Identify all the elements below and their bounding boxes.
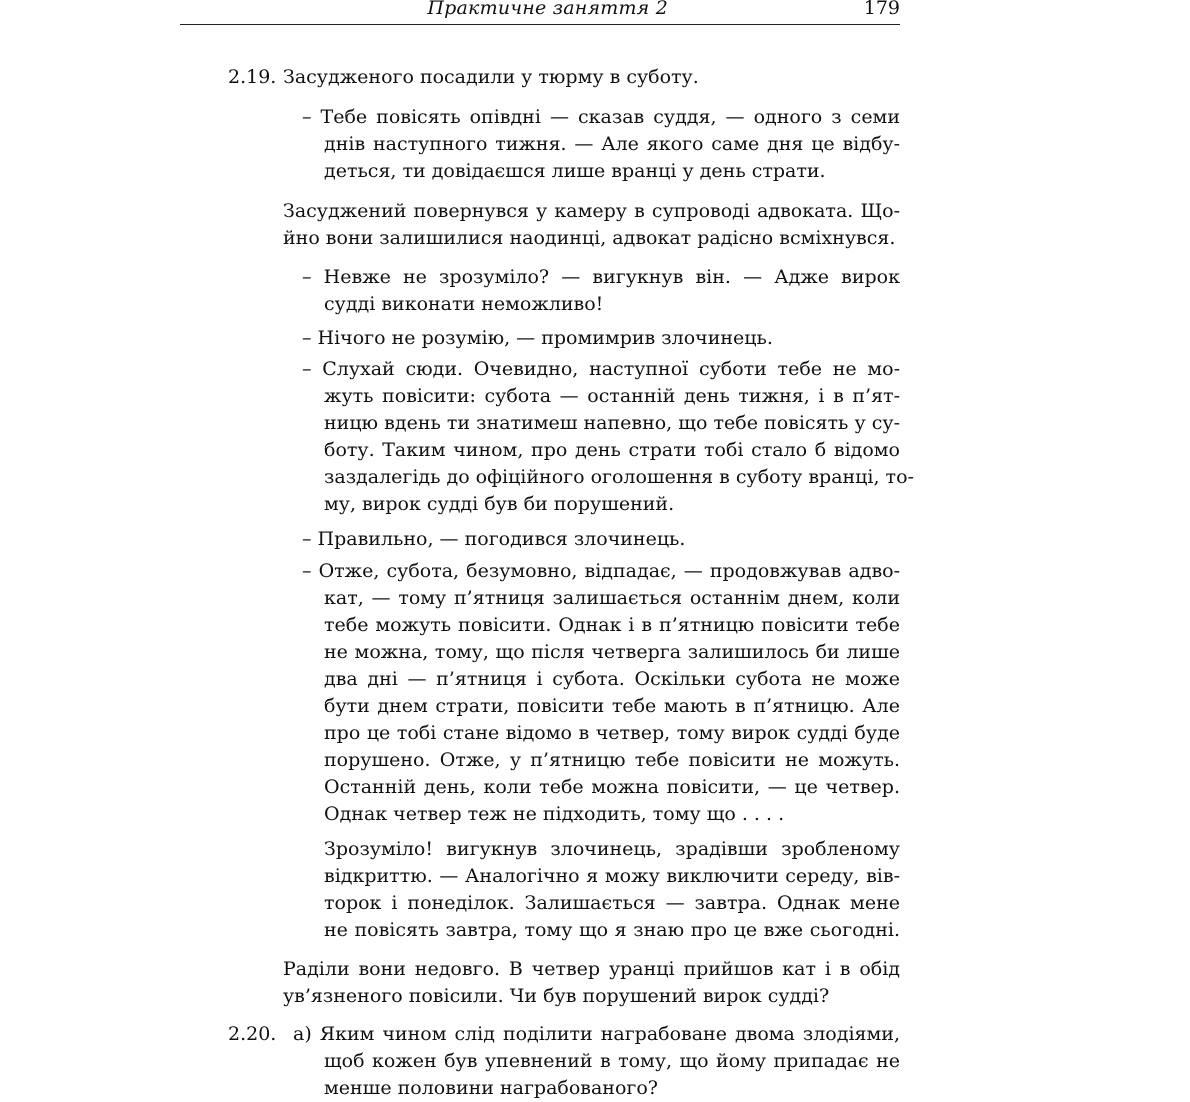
header-title: Практичне заняття 2 — [427, 0, 668, 19]
text-line: ницю вдень ти знатимеш напевно, що тебе повісять у су- — [324, 412, 900, 434]
text-line: жуть повісити: субота — останній день тижня, і в п’ят- — [324, 385, 900, 407]
text-line: – Тебе повісять опівдні — сказав суддя, — одного з семи — [302, 106, 900, 128]
problem-number: 2.20. — [228, 1023, 277, 1045]
text-line: два дні — п’ятниця і субота. Оскільки субота не може — [324, 668, 900, 690]
text-line: тебе можуть повісити. Однак і в п’ятницю повісити тебе — [324, 614, 900, 636]
text-line: заздалегідь до офіційного оголошення в суботу вранці, то- — [324, 466, 914, 488]
page-number: 179 — [863, 0, 900, 19]
text-line: му, вирок судді був би порушений. — [324, 493, 675, 515]
text-line: боту. Таким чином, про день страти тобі стало б відомо — [324, 439, 900, 461]
text-line: йно вони залишилися наодинці, адвокат радісно всміхнувся. — [283, 227, 896, 249]
text-line: про це тобі стане відомо в четвер, тому вирок судді буде — [324, 722, 900, 744]
text-line: – Отже, субота, безумовно, відпадає, — продовжував адво- — [302, 560, 900, 582]
text-line: а) Яким чином слід поділити награбоване двома злодіями, — [293, 1023, 900, 1045]
text-line: порушено. Отже, у п’ятницю тебе повісити не можуть. — [324, 749, 900, 771]
text-line: відкриттю. — Аналогічно я можу виключити середу, вів- — [324, 865, 900, 887]
text-line: Однак четвер теж не підходить, тому що . . . . — [324, 803, 785, 825]
text-line: Засудженого посадили у тюрму в суботу. — [283, 66, 699, 88]
text-line: ув’язненого повісили. Чи був порушений вирок судді? — [283, 985, 830, 1007]
text-line: Раділи вони недовго. В четвер уранці прийшов кат і в обід — [283, 958, 900, 980]
text-line: торок і понеділок. Залишається — завтра. Однак мене — [324, 892, 900, 914]
text-line: Засуджений повернувся у камеру в супроводі адвоката. Що- — [283, 200, 900, 222]
text-line: деться, ти довідаєшся лише вранці у день страти. — [324, 160, 826, 182]
text-line: – Слухай сюди. Очевидно, наступної суботи тебе не мо- — [302, 358, 900, 380]
text-line: щоб кожен був упевнений в тому, що йому припадає не — [324, 1050, 900, 1072]
text-line: кат, — тому п’ятниця залишається останнім днем, коли — [324, 587, 900, 609]
text-line: Зрозуміло! вигукнув злочинець, зрадівши зробленому — [324, 838, 900, 860]
text-line: не повісять завтра, тому що я знаю про це вже сьогодні. — [324, 919, 900, 941]
text-line: Останній день, коли тебе можна повісити, — це четвер. — [324, 776, 900, 798]
text-line: менше половини награбованого? — [324, 1077, 658, 1099]
text-line: – Невже не зрозуміло? — вигукнув він. — Адже вирок — [302, 266, 900, 288]
text-line: бути днем страти, повісити тебе мають в п’ятницю. Але — [324, 695, 900, 717]
running-header — [180, 0, 900, 25]
text-line: судді виконати неможливо! — [324, 293, 604, 315]
text-line: днів наступного тижня. — Але якого саме дня це відбу- — [324, 133, 900, 155]
text-line: – Нічого не розумію, — промимрив злочинець. — [302, 327, 773, 349]
text-line: – Правильно, — погодився злочинець. — [302, 528, 686, 550]
problem-number: 2.19. — [228, 66, 277, 88]
text-line: не можна, тому, що після четверга залишилось би лише — [324, 641, 900, 663]
